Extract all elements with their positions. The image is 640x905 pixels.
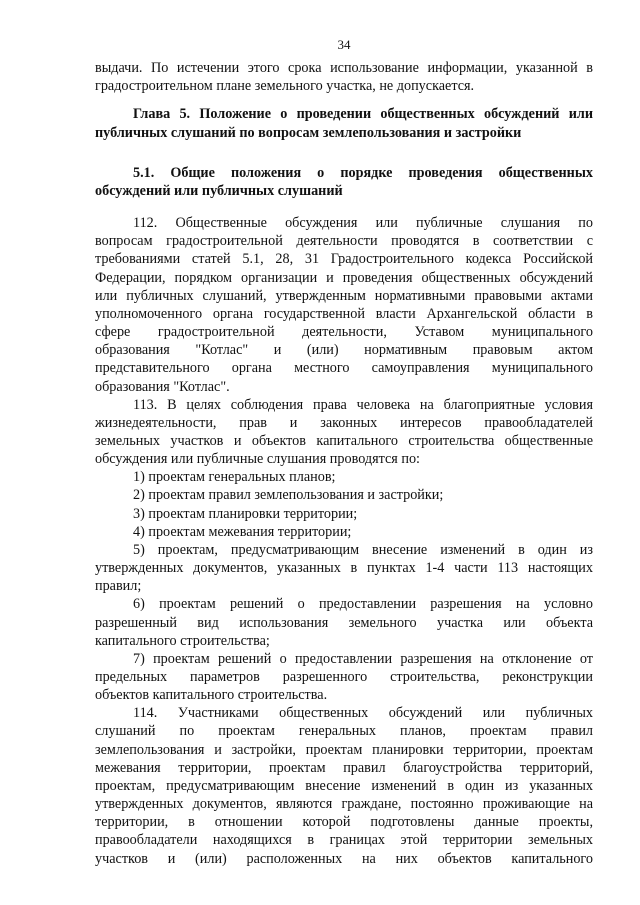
text-line: 112. Общественные обсуждения или публичные слушания по <box>133 215 593 232</box>
text-line: образования "Котлас". <box>95 378 230 395</box>
list-item: 1) проектам генеральных планов; <box>133 469 336 486</box>
text-line: слушаний по проектам генеральных планов, проектам правил <box>95 723 593 740</box>
text-line: участков и (или) расположенных на них объектов капитального <box>95 850 593 867</box>
text-line: обсуждения или публичные слушания проводятся по: <box>95 451 420 468</box>
page-number: 34 <box>337 37 351 52</box>
list-item: 3) проектам планировки территории; <box>133 505 358 522</box>
text-line: землепользования и застройки, проектам планировки территории, проектам <box>95 741 593 758</box>
text-line: выдачи. По истечении этого срока использование информации, указанной в <box>95 60 593 77</box>
text-line: требованиями статей 5.1, 28, 31 Градостроительного кодекса Российской <box>95 251 593 268</box>
chapter-heading: публичных слушаний по вопросам землепользования и застройки <box>95 124 522 141</box>
list-item: 7) проектам решений о предоставлении разрешения на отклонение от <box>133 650 593 667</box>
text-line: правообладатели находящихся в границах этой территории земельных <box>95 832 593 849</box>
chapter-heading: Глава 5. Положение о проведении общественных обсуждений или <box>133 106 593 123</box>
text-line: жизнедеятельности, прав и законных интересов правообладателей <box>95 414 593 431</box>
text-line: уполномоченного органа государственной власти Архангельской области в <box>95 305 593 322</box>
section-heading: обсуждений или публичных слушаний <box>95 182 343 199</box>
text-line: утвержденных документов, указанных в пунктах 1-4 части 113 настоящих <box>95 560 593 577</box>
text-line: утвержденных документов, являются граждане, постоянно проживающие на <box>95 796 593 813</box>
list-item: 2) проектам правил землепользования и застройки; <box>133 487 444 504</box>
text-line: предельных параметров разрешенного строительства, реконструкции <box>95 669 593 685</box>
list-item: 5) проектам, предусматривающим внесение изменений в один из <box>133 541 593 558</box>
text-line: проектам, предусматривающим внесение изменений в один из указанных <box>95 777 593 794</box>
text-line: правил; <box>95 578 142 595</box>
text-line: земельных участков и объектов капитального строительства общественные <box>95 432 593 449</box>
text-line: объектов капитального строительства. <box>95 687 328 704</box>
text-line: территории, в отношении которой подготовлены данные проекты, <box>95 814 593 831</box>
document-page <box>95 36 593 868</box>
text-line: представительного органа местного самоуправления муниципального <box>95 360 593 377</box>
text-line: образования "Котлас" и (или) нормативным правовым актом <box>95 342 593 359</box>
text-line: капитального строительства; <box>95 632 270 649</box>
text-line: градостроительном плане земельного участка, не допускается. <box>95 78 475 95</box>
text-line: разрешенный вид использования земельного участка или объекта <box>95 614 593 631</box>
text-line: вопросам градостроительной деятельности проводятся в соответствии с <box>95 233 593 250</box>
section-heading: 5.1. Общие положения о порядке проведения общественных <box>133 164 593 181</box>
list-item: 6) проектам решений о предоставлении разрешения на условно <box>133 596 593 613</box>
text-line: 114. Участниками общественных обсуждений или публичных <box>133 705 593 722</box>
list-item: 4) проектам межевания территории; <box>133 523 352 540</box>
text-line: или публичных слушаний, утвержденным нормативными правовыми актами <box>95 287 593 304</box>
text-line: сфере градостроительной деятельности, Уставом муниципального <box>95 324 593 341</box>
text-line: межевания территории, проектам правил благоустройства территорий, <box>95 759 593 776</box>
text-line: Федерации, порядком организации и проведения общественных обсуждений <box>95 269 593 286</box>
text-line: 113. В целях соблюдения права человека на благоприятные условия <box>133 396 593 413</box>
